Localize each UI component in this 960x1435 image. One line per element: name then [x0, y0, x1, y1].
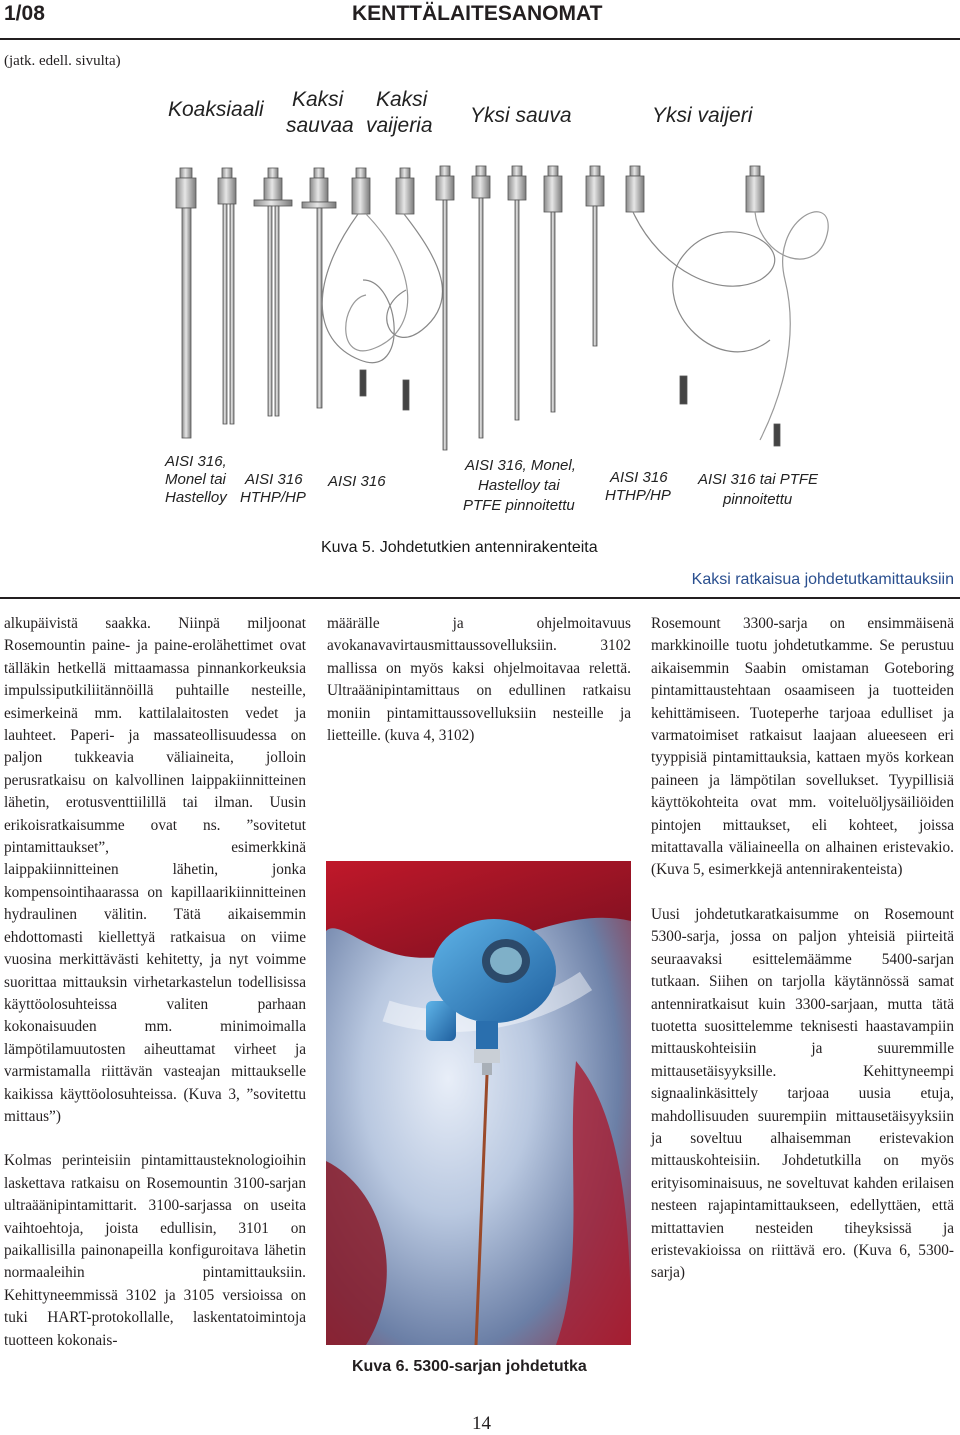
- svg-text:HTHP/HP: HTHP/HP: [240, 489, 306, 506]
- column1-paragraph-2: Kolmas perinteisiin pintamittausteknologioihin laskettava ratkaisu on Rosemountin 3100-sarjan ultraäänipintamittarit. 3100-sarjassa on useita vaihtoehtoja, joista edullisin, 3101 on paikallisilla painonapeilla konfiguroitava lähetin normaaleihin pintamittauksiin. Kehittyneemmissä 3102 ja 3105 versioissa on tuki HART-protokollalle, laskentatoimintoja tuotteen kokonais-: [4, 1152, 306, 1349]
- svg-text:AISI 316, Monel,: AISI 316, Monel,: [465, 457, 576, 474]
- column3-paragraph-1: Rosemount 3300-sarja on ensimmäisenä markkinoille tuotu johdetutkamme. Se perustuu aikaisemmin Saabin omistaman Goteboring pintamittaustehtaan osaamiseen ja tuotteiden kehittämiseen. Tuoteperhe tarjoaa edulliset ja varmatoimiset ratkaisut laajaan alueeseen eri tyyppisiä pintamittauksia, kattaen myös korkean paineen ja lämpötilan sovellukset. Tyypillisiä käyttökohteita ovat mm. voiteluöljysäiliöiden pintojen mittaukset, eli kohteet, joissa mitattavalla väliaineella on alhainen eristevakio. (Kuva 5, esimerkkejä antennirakenteista): [651, 615, 954, 879]
- svg-text:AISI 316 tai PTFE: AISI 316 tai PTFE: [698, 471, 819, 488]
- column2-paragraph-1: määrälle ja ohjelmoitavuus avokanavavirtausmittaussovelluksiin. 3102 mallissa on myös kaksi ohjelmoitavaa relettä. Ultraäänipintamittaus on edullinen ratkaisu moniin pintamittaussovelluksiin nesteille ja lietteille. (kuva 4, 3102): [327, 615, 631, 745]
- svg-text:AISI 316,: AISI 316,: [165, 453, 227, 470]
- svg-text:PTFE pinnoitettu: PTFE pinnoitettu: [463, 497, 575, 514]
- svg-text:pinnoitettu: pinnoitettu: [723, 491, 793, 508]
- level-radar-photo: [326, 861, 631, 1345]
- svg-text:AISI 316: AISI 316: [245, 471, 303, 488]
- column-1: [4, 613, 306, 1352]
- page-number: 14: [472, 1413, 491, 1434]
- svg-text:AISI 316: AISI 316: [328, 473, 386, 490]
- label-kaksi-sauvaa-2: sauvaa: [286, 114, 354, 137]
- svg-text:Hastelloy: Hastelloy: [165, 489, 227, 506]
- header-rule: [0, 38, 960, 40]
- antenna-figure: [160, 80, 840, 530]
- svg-text:Hastelloy tai: Hastelloy tai: [478, 477, 560, 494]
- column-3: [651, 613, 954, 1285]
- section-rule: [0, 597, 960, 599]
- figure5-caption: Kuva 5. Johdetutkien antennirakenteita: [321, 539, 598, 556]
- label-kaksi-sauvaa-1: Kaksi: [292, 88, 344, 111]
- label-koaksiaali: Koaksiaali: [168, 98, 264, 121]
- figure6-caption: Kuva 6. 5300-sarjan johdetutka: [352, 1358, 587, 1375]
- issue-number: 1/08: [4, 2, 45, 25]
- label-yksi-vaijeri: Yksi vaijeri: [652, 104, 753, 127]
- column1-paragraph-1: alkupäivistä saakka. Niinpä miljoonat Rosemountin paine- ja paine-erolähettimet ovat tälläkin hetkellä mittaamassa pinnankorkeuksia impulssiputkiliitännöillä puhtaille nesteille, esimerkeinä mm. kattilalaitosten vedet ja lauhteet. Paperi- ja massateollisuudessa on paljon tukkeavia väliaineita, jolloin perusratkaisu on kalvollinen laippakiinnitteinen lähetin, erotusventtiilillä tai ilman. Uusin erikoisratkaisumme ovat ns. ”sovitetut pintamittaukset”, esimerkkinä laippakiinnitteinen lähetin, jonka kompensointihaarassa on kapillaarikiinnitteinen hydraulinen välitin. Tätä aikaisemmin ehdottomasti kiellettyä ratkaisua on viime vuosina merkittävästi kehitetty, ja nyt voimme suorittaa mittauksin virhetarkastelun todellisissa käyttöolosuhteissa valiten parhaan kokonaisuuden mm. minimoimalla lämpötilamuutosten aiheuttamat virheet ja varmistamalla riittävän vasteajan mittaukselle kaikissa käyttöolosuhteissa. (Kuva 3, ”sovitettu mittaus”): [4, 615, 306, 1125]
- column3-paragraph-2: Uusi johdetutkaratkaisumme on Rosemount 5300-sarja, jossa on paljon yhteisiä piirteitä seuraavaksi esittelemäämme 5400-sarjan tutkaan. Siihen on tarjolla käytännössä samat antenniratkaisut kuin 3300-sarjaan, mutta tätä tuotetta suosittelemme teknisesti haastavampiin mittauskohteisiin ja suuremmille mittausetäisyyksille. Kehittyneempi signaalinkäsittely tarjoaa uusia etuja, mahdollisuuden suurempiin mittausetäisyyksiin ja soveltuu alhaisemman eristevakion mittauskohteisiin. Johdetutkilla on myös erityisominaisuus, ne soveltuvat kahden erilaisen nesteen rajapintamittaukseen, edellyttäen, että mittattavien nesteiden tiheyksissä ja eristevakioissa on riittävä ero. (Kuva 6, 5300-sarja): [651, 905, 954, 1282]
- section-heading: Kaksi ratkaisua johdetutkamittauksiin: [691, 571, 954, 588]
- continued-note: (jatk. edell. sivulta): [4, 53, 121, 69]
- newsletter-title: KENTTÄLAITESANOMAT: [352, 2, 603, 25]
- svg-text:AISI 316: AISI 316: [610, 469, 668, 486]
- svg-text:HTHP/HP: HTHP/HP: [605, 487, 671, 504]
- label-kaksi-vaijeria-2: vaijeria: [366, 114, 433, 137]
- antenna-rods: [176, 166, 828, 450]
- label-yksi-sauva: Yksi sauva: [470, 104, 572, 127]
- svg-text:Monel tai: Monel tai: [165, 471, 226, 488]
- material-labels: [164, 453, 819, 514]
- label-kaksi-vaijeria-1: Kaksi: [376, 88, 428, 111]
- column-2: [327, 613, 631, 747]
